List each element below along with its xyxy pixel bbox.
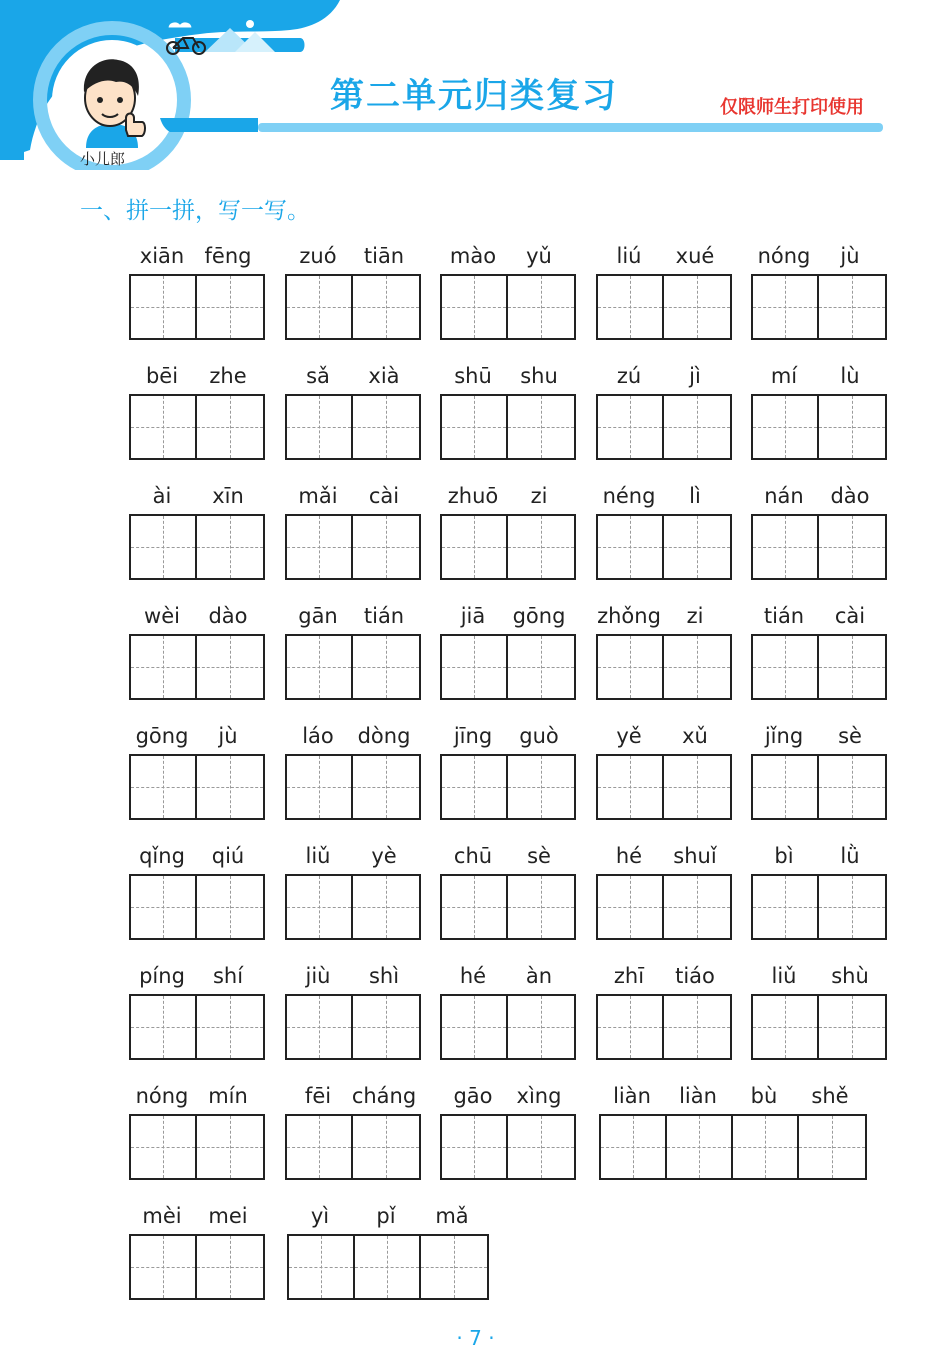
- pinyin-item: [129, 724, 261, 822]
- tianzige-cell[interactable]: [508, 876, 574, 938]
- tianzige-cell[interactable]: [733, 1116, 799, 1178]
- pinyin-row: [285, 1084, 417, 1114]
- pinyin-syllable: yè: [371, 844, 397, 868]
- pinyin-row: [285, 484, 417, 514]
- writing-grid: [129, 274, 265, 340]
- pinyin-item: [751, 844, 883, 942]
- pinyin-item: [596, 964, 728, 1062]
- pinyin-row: [440, 484, 572, 514]
- pinyin-row: [129, 244, 261, 274]
- tianzige-cell[interactable]: [355, 1236, 421, 1298]
- writing-grid: [751, 274, 887, 340]
- tianzige-cell[interactable]: [287, 636, 353, 698]
- pinyin-row: [129, 844, 261, 874]
- pinyin-syllable: mèi: [142, 1204, 182, 1228]
- pinyin-row: [285, 604, 417, 634]
- pinyin-syllable: chū: [453, 844, 493, 868]
- tianzige-cell[interactable]: [353, 636, 419, 698]
- pinyin-syllable: shě: [811, 1084, 849, 1108]
- tianzige-cell[interactable]: [508, 756, 574, 818]
- pinyin-syllable: cài: [368, 484, 400, 508]
- pinyin-syllable: mei: [208, 1204, 248, 1228]
- writing-grid: [285, 994, 421, 1060]
- pinyin-item: [596, 604, 728, 702]
- tianzige-cell[interactable]: [819, 756, 885, 818]
- tianzige-cell[interactable]: [287, 1116, 353, 1178]
- pinyin-syllable: lù: [840, 364, 860, 388]
- watermark-text: 仅限师生打印使用: [720, 97, 864, 118]
- tianzige-cell[interactable]: [197, 876, 263, 938]
- pinyin-row: [596, 244, 728, 274]
- tianzige-cell[interactable]: [819, 276, 885, 338]
- tianzige-cell[interactable]: [753, 396, 819, 458]
- tianzige-cell[interactable]: [287, 276, 353, 338]
- pinyin-syllable: xǔ: [682, 724, 708, 748]
- tianzige-cell[interactable]: [353, 516, 419, 578]
- tianzige-cell[interactable]: [508, 516, 574, 578]
- tianzige-cell[interactable]: [819, 636, 885, 698]
- writing-grid: [129, 994, 265, 1060]
- tianzige-cell[interactable]: [353, 996, 419, 1058]
- writing-grid: [596, 634, 732, 700]
- tianzige-cell[interactable]: [287, 516, 353, 578]
- pinyin-item: [129, 484, 261, 582]
- tianzige-cell[interactable]: [197, 396, 263, 458]
- pinyin-row: [751, 964, 883, 994]
- pinyin-row: [285, 844, 417, 874]
- pinyin-syllable: liàn: [613, 1084, 651, 1108]
- writing-grid: [285, 874, 421, 940]
- writing-grid: [440, 994, 576, 1060]
- pinyin-syllable: dào: [830, 484, 870, 508]
- pinyin-syllable: jiù: [305, 964, 331, 988]
- pinyin-item: [599, 1084, 863, 1182]
- pinyin-item: [129, 604, 261, 702]
- tianzige-cell[interactable]: [353, 1116, 419, 1178]
- tianzige-cell[interactable]: [131, 756, 197, 818]
- pinyin-syllable: gōng: [512, 604, 566, 628]
- pinyin-syllable: cháng: [351, 1084, 417, 1108]
- tianzige-cell[interactable]: [197, 636, 263, 698]
- writing-grid: [596, 754, 732, 820]
- tianzige-cell[interactable]: [131, 1116, 197, 1178]
- pinyin-syllable: zi: [686, 604, 704, 628]
- pinyin-syllable: shuǐ: [673, 844, 717, 868]
- tianzige-cell[interactable]: [442, 516, 508, 578]
- writing-grid: [751, 874, 887, 940]
- pinyin-row: [596, 484, 728, 514]
- tianzige-cell[interactable]: [287, 876, 353, 938]
- tianzige-cell[interactable]: [442, 396, 508, 458]
- pinyin-syllable: zhe: [209, 364, 247, 388]
- pinyin-syllable: dào: [208, 604, 248, 628]
- pinyin-row: [751, 484, 883, 514]
- pinyin-syllable: cài: [834, 604, 866, 628]
- writing-grid: [129, 634, 265, 700]
- pinyin-syllable: zi: [530, 484, 548, 508]
- pinyin-syllable: mí: [770, 364, 798, 388]
- section-title: 一、拼一拼，写一写。: [80, 198, 310, 224]
- tianzige-cell[interactable]: [598, 876, 664, 938]
- page-title: 第二单元归类复习: [330, 76, 618, 116]
- pinyin-row: [596, 844, 728, 874]
- pinyin-item: [751, 484, 883, 582]
- pinyin-row: [285, 244, 417, 274]
- tianzige-cell[interactable]: [753, 756, 819, 818]
- pinyin-syllable: sè: [838, 724, 862, 748]
- mascot-name: 小儿郎: [80, 150, 126, 168]
- tianzige-cell[interactable]: [131, 996, 197, 1058]
- pinyin-syllable: bēi: [145, 364, 179, 388]
- pinyin-syllable: sǎ: [306, 364, 330, 388]
- pinyin-syllable: gōng: [135, 724, 189, 748]
- tianzige-cell[interactable]: [197, 276, 263, 338]
- tianzige-cell[interactable]: [197, 1236, 263, 1298]
- pinyin-row: [596, 964, 728, 994]
- writing-grid: [129, 394, 265, 460]
- pinyin-row: [751, 244, 883, 274]
- pinyin-syllable: lǜ: [840, 844, 860, 868]
- tianzige-cell[interactable]: [601, 1116, 667, 1178]
- pinyin-row: [129, 364, 261, 394]
- pinyin-syllable: fēng: [204, 244, 252, 268]
- page-number: · 7 ·: [456, 1326, 495, 1350]
- pinyin-item: [285, 364, 417, 462]
- pinyin-syllable: zhuō: [447, 484, 499, 508]
- writing-grid: [285, 394, 421, 460]
- writing-grid: [129, 514, 265, 580]
- tianzige-cell[interactable]: [353, 756, 419, 818]
- pinyin-row: [440, 844, 572, 874]
- pinyin-row: [596, 724, 728, 754]
- pinyin-syllable: wèi: [144, 604, 180, 628]
- tianzige-cell[interactable]: [197, 1116, 263, 1178]
- pinyin-syllable: zú: [616, 364, 642, 388]
- tianzige-cell[interactable]: [799, 1116, 865, 1178]
- pinyin-row: [287, 1204, 485, 1234]
- tianzige-cell[interactable]: [131, 516, 197, 578]
- tianzige-cell[interactable]: [819, 876, 885, 938]
- pinyin-row: [599, 1084, 863, 1114]
- pinyin-syllable: tiān: [363, 244, 405, 268]
- pinyin-syllable: néng: [602, 484, 656, 508]
- pinyin-syllable: yě: [616, 724, 642, 748]
- pinyin-syllable: tián: [763, 604, 805, 628]
- pinyin-syllable: bì: [774, 844, 794, 868]
- tianzige-cell[interactable]: [753, 516, 819, 578]
- pinyin-syllable: shù: [831, 964, 869, 988]
- pinyin-row: [596, 604, 728, 634]
- tianzige-cell[interactable]: [131, 876, 197, 938]
- writing-grid: [285, 514, 421, 580]
- pinyin-syllable: bù: [750, 1084, 778, 1108]
- pinyin-row: [129, 1084, 261, 1114]
- pinyin-item: [287, 1204, 485, 1302]
- pinyin-syllable: yì: [310, 1204, 330, 1228]
- pinyin-row: [440, 724, 572, 754]
- pinyin-row: [285, 364, 417, 394]
- tianzige-cell[interactable]: [667, 1116, 733, 1178]
- tianzige-cell[interactable]: [753, 996, 819, 1058]
- tianzige-cell[interactable]: [131, 396, 197, 458]
- pinyin-item: [285, 964, 417, 1062]
- pinyin-item: [751, 724, 883, 822]
- pinyin-syllable: mín: [208, 1084, 248, 1108]
- pinyin-item: [285, 244, 417, 342]
- pinyin-item: [596, 364, 728, 462]
- pinyin-syllable: sè: [527, 844, 551, 868]
- pinyin-syllable: mǎ: [435, 1204, 469, 1228]
- pinyin-row: [751, 364, 883, 394]
- pinyin-item: [751, 604, 883, 702]
- tianzige-cell[interactable]: [421, 1236, 487, 1298]
- tianzige-cell[interactable]: [197, 516, 263, 578]
- pinyin-item: [440, 604, 572, 702]
- pinyin-syllable: hé: [459, 964, 487, 988]
- writing-grid: [440, 274, 576, 340]
- pinyin-item: [440, 484, 572, 582]
- pinyin-syllable: gān: [298, 604, 338, 628]
- pinyin-syllable: shì: [368, 964, 400, 988]
- pinyin-row: [440, 1084, 572, 1114]
- pinyin-syllable: ài: [152, 484, 172, 508]
- writing-grid: [440, 394, 576, 460]
- tianzige-cell[interactable]: [197, 756, 263, 818]
- pinyin-syllable: jù: [840, 244, 860, 268]
- tianzige-cell[interactable]: [598, 516, 664, 578]
- pinyin-syllable: xià: [368, 364, 400, 388]
- pinyin-syllable: yǔ: [526, 244, 552, 268]
- pinyin-item: [596, 844, 728, 942]
- pinyin-row: [440, 364, 572, 394]
- tianzige-cell[interactable]: [442, 1116, 508, 1178]
- pinyin-item: [596, 484, 728, 582]
- writing-grid: [129, 1234, 265, 1300]
- pinyin-syllable: hé: [615, 844, 643, 868]
- tianzige-cell[interactable]: [131, 276, 197, 338]
- tianzige-cell[interactable]: [197, 996, 263, 1058]
- pinyin-syllable: gāo: [453, 1084, 493, 1108]
- pinyin-row: [129, 604, 261, 634]
- pinyin-syllable: zuó: [299, 244, 337, 268]
- writing-grid: [596, 994, 732, 1060]
- pinyin-syllable: liàn: [679, 1084, 717, 1108]
- tianzige-cell[interactable]: [353, 876, 419, 938]
- pinyin-syllable: xīn: [212, 484, 244, 508]
- pinyin-syllable: shū: [454, 364, 492, 388]
- pinyin-syllable: láo: [302, 724, 334, 748]
- pinyin-syllable: àn: [525, 964, 553, 988]
- tianzige-cell[interactable]: [131, 1236, 197, 1298]
- writing-grid: [751, 394, 887, 460]
- pinyin-syllable: mào: [449, 244, 497, 268]
- tianzige-cell[interactable]: [664, 996, 730, 1058]
- pinyin-syllable: qǐng: [139, 844, 185, 868]
- pinyin-syllable: píng: [139, 964, 185, 988]
- writing-grid: [596, 274, 732, 340]
- pinyin-item: [285, 484, 417, 582]
- pinyin-syllable: tián: [363, 604, 405, 628]
- tianzige-cell[interactable]: [442, 876, 508, 938]
- pinyin-item: [129, 844, 261, 942]
- tianzige-cell[interactable]: [598, 996, 664, 1058]
- tianzige-cell[interactable]: [508, 276, 574, 338]
- tianzige-cell[interactable]: [819, 396, 885, 458]
- writing-grid: [287, 1234, 489, 1300]
- pinyin-row: [440, 964, 572, 994]
- tianzige-cell[interactable]: [508, 996, 574, 1058]
- pinyin-row: [440, 604, 572, 634]
- pinyin-syllable: liú: [616, 244, 642, 268]
- pinyin-item: [440, 964, 572, 1062]
- pinyin-row: [129, 964, 261, 994]
- pinyin-syllable: pǐ: [376, 1204, 396, 1228]
- tianzige-cell[interactable]: [289, 1236, 355, 1298]
- writing-grid: [285, 274, 421, 340]
- pinyin-syllable: xìng: [516, 1084, 562, 1108]
- pinyin-item: [440, 724, 572, 822]
- writing-grid: [596, 514, 732, 580]
- writing-grid: [440, 634, 576, 700]
- pinyin-row: [751, 844, 883, 874]
- tianzige-cell[interactable]: [353, 396, 419, 458]
- tianzige-cell[interactable]: [287, 996, 353, 1058]
- pinyin-item: [440, 844, 572, 942]
- pinyin-row: [285, 964, 417, 994]
- pinyin-syllable: xué: [675, 244, 715, 268]
- pinyin-syllable: jīng: [453, 724, 493, 748]
- pinyin-item: [285, 724, 417, 822]
- tianzige-cell[interactable]: [508, 396, 574, 458]
- writing-grid: [596, 874, 732, 940]
- pinyin-syllable: tiáo: [675, 964, 715, 988]
- tianzige-cell[interactable]: [598, 276, 664, 338]
- pinyin-syllable: shí: [212, 964, 244, 988]
- tianzige-cell[interactable]: [131, 636, 197, 698]
- tianzige-cell[interactable]: [753, 636, 819, 698]
- pinyin-syllable: jiā: [460, 604, 486, 628]
- writing-grid: [751, 634, 887, 700]
- pinyin-item: [129, 964, 261, 1062]
- writing-grid: [129, 1114, 265, 1180]
- pinyin-syllable: guò: [519, 724, 559, 748]
- pinyin-item: [440, 244, 572, 342]
- pinyin-item: [129, 1084, 261, 1182]
- pinyin-item: [751, 364, 883, 462]
- pinyin-item: [440, 1084, 572, 1182]
- pinyin-syllable: jì: [689, 364, 701, 388]
- writing-grid: [440, 754, 576, 820]
- tianzige-cell[interactable]: [598, 756, 664, 818]
- pinyin-syllable: qiú: [211, 844, 245, 868]
- pinyin-item: [596, 244, 728, 342]
- pinyin-syllable: fēi: [304, 1084, 332, 1108]
- pinyin-item: [285, 844, 417, 942]
- writing-grid: [751, 994, 887, 1060]
- pinyin-syllable: xiān: [139, 244, 185, 268]
- pinyin-item: [751, 964, 883, 1062]
- writing-grid: [285, 754, 421, 820]
- pinyin-row: [751, 724, 883, 754]
- writing-grid: [596, 394, 732, 460]
- tianzige-cell[interactable]: [442, 996, 508, 1058]
- pinyin-row: [751, 604, 883, 634]
- tianzige-cell[interactable]: [753, 876, 819, 938]
- pinyin-row: [440, 244, 572, 274]
- pinyin-syllable: shu: [520, 364, 558, 388]
- tianzige-cell[interactable]: [508, 1116, 574, 1178]
- writing-grid: [599, 1114, 867, 1180]
- tianzige-cell[interactable]: [819, 516, 885, 578]
- pinyin-item: [129, 244, 261, 342]
- tianzige-cell[interactable]: [442, 756, 508, 818]
- writing-grid: [440, 874, 576, 940]
- writing-grid: [440, 514, 576, 580]
- writing-grid: [285, 634, 421, 700]
- tianzige-cell[interactable]: [598, 396, 664, 458]
- pinyin-item: [285, 604, 417, 702]
- pinyin-row: [596, 364, 728, 394]
- tianzige-cell[interactable]: [664, 276, 730, 338]
- pinyin-syllable: nán: [764, 484, 804, 508]
- pinyin-syllable: zhǒng: [597, 604, 661, 628]
- pinyin-row: [285, 724, 417, 754]
- tianzige-cell[interactable]: [287, 396, 353, 458]
- mascot-avatar: [72, 52, 152, 148]
- pinyin-syllable: jù: [218, 724, 238, 748]
- pinyin-item: [129, 364, 261, 462]
- tianzige-cell[interactable]: [442, 636, 508, 698]
- pinyin-syllable: nóng: [135, 1084, 189, 1108]
- pinyin-item: [751, 244, 883, 342]
- tianzige-cell[interactable]: [664, 396, 730, 458]
- tianzige-cell[interactable]: [353, 276, 419, 338]
- tianzige-cell[interactable]: [664, 876, 730, 938]
- tianzige-cell[interactable]: [753, 276, 819, 338]
- pinyin-row: [129, 1204, 261, 1234]
- tianzige-cell[interactable]: [664, 636, 730, 698]
- pinyin-item: [129, 1204, 261, 1302]
- writing-grid: [285, 1114, 421, 1180]
- tianzige-cell[interactable]: [287, 756, 353, 818]
- pinyin-syllable: zhī: [613, 964, 645, 988]
- writing-grid: [129, 754, 265, 820]
- pinyin-item: [440, 364, 572, 462]
- writing-grid: [751, 754, 887, 820]
- tianzige-cell[interactable]: [442, 276, 508, 338]
- writing-grid: [129, 874, 265, 940]
- tianzige-cell[interactable]: [508, 636, 574, 698]
- tianzige-cell[interactable]: [664, 756, 730, 818]
- pinyin-syllable: liǔ: [771, 964, 797, 988]
- pinyin-syllable: dòng: [357, 724, 411, 748]
- pinyin-item: [285, 1084, 417, 1182]
- pinyin-row: [129, 484, 261, 514]
- pinyin-syllable: lì: [689, 484, 701, 508]
- pinyin-row: [129, 724, 261, 754]
- pinyin-syllable: jǐng: [764, 724, 804, 748]
- writing-grid: [751, 514, 887, 580]
- pinyin-syllable: liǔ: [305, 844, 331, 868]
- pinyin-syllable: mǎi: [298, 484, 338, 508]
- pinyin-item: [596, 724, 728, 822]
- tianzige-cell[interactable]: [819, 996, 885, 1058]
- tianzige-cell[interactable]: [598, 636, 664, 698]
- tianzige-cell[interactable]: [664, 516, 730, 578]
- pinyin-syllable: nóng: [757, 244, 811, 268]
- writing-grid: [440, 1114, 576, 1180]
